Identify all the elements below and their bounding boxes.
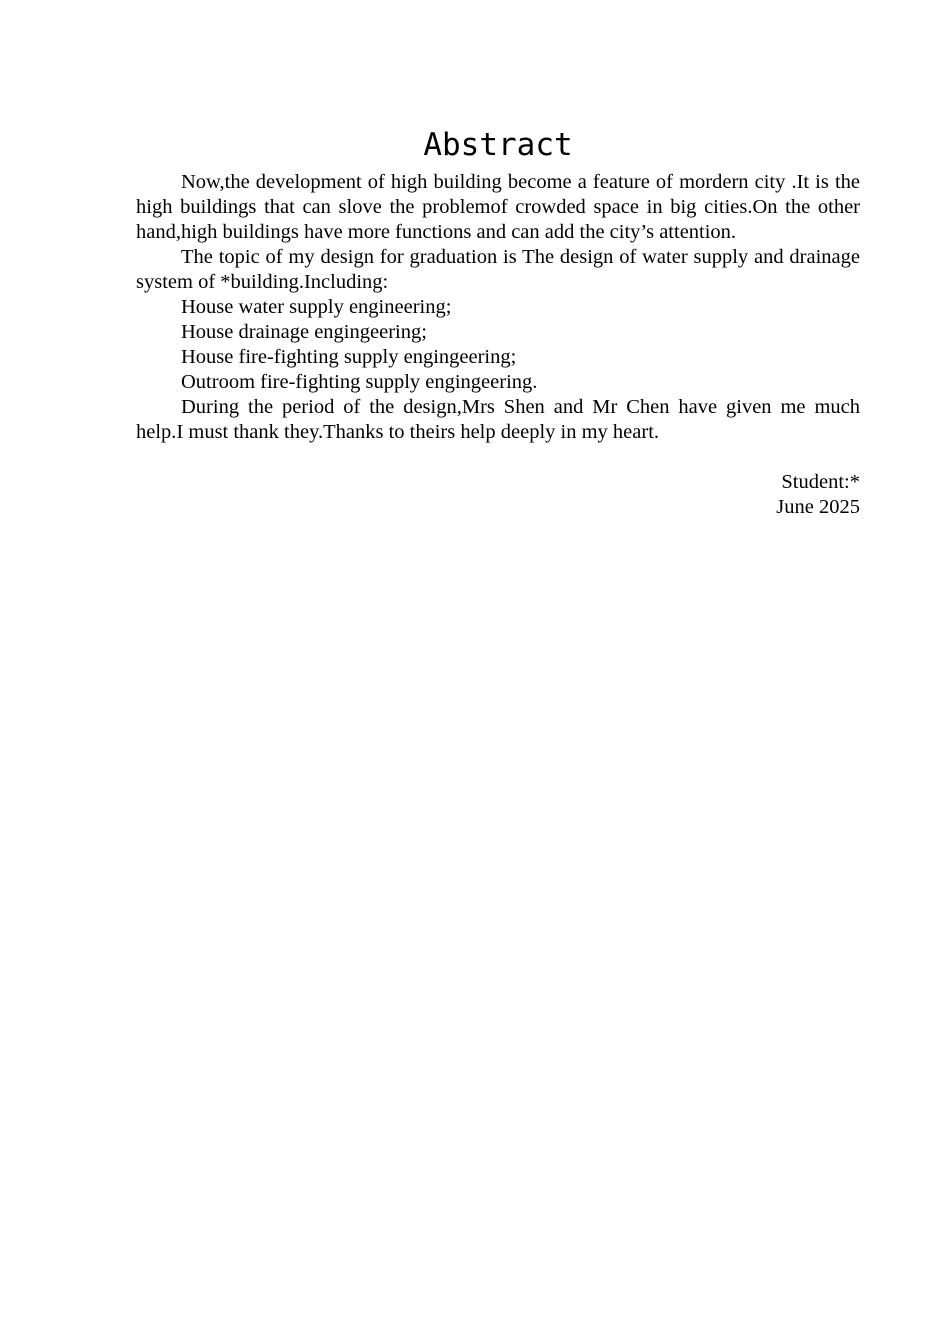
student-signature: Student:*: [781, 471, 860, 493]
list-item: House water supply engineering;: [181, 296, 452, 318]
paragraph-intro: Now,the development of high building become a feature of mordern city .It is the high buildings that can slove the problemof crowded space in big cities.On the other hand,high buildings have more functions and can add the city’s attention.: [136, 171, 860, 243]
paragraph-topic: The topic of my design for graduation is The design of water supply and drainage system of *building.Including:: [136, 246, 860, 293]
paragraph-acknowledgement: During the period of the design,Mrs Shen and Mr Chen have given me much help.I must thank they.Thanks to theirs help deeply in my heart.: [136, 396, 860, 443]
document-date: June 2025: [776, 496, 860, 518]
page-title: Abstract: [423, 127, 573, 163]
document-page: [136, 124, 860, 520]
abstract-body: [136, 170, 860, 520]
spacer: [136, 445, 860, 470]
list-item: House drainage engingeering;: [181, 321, 427, 343]
list-item: Outroom fire-fighting supply engingeering.: [181, 371, 538, 393]
list-item: House fire-fighting supply engingeering;: [181, 346, 517, 368]
